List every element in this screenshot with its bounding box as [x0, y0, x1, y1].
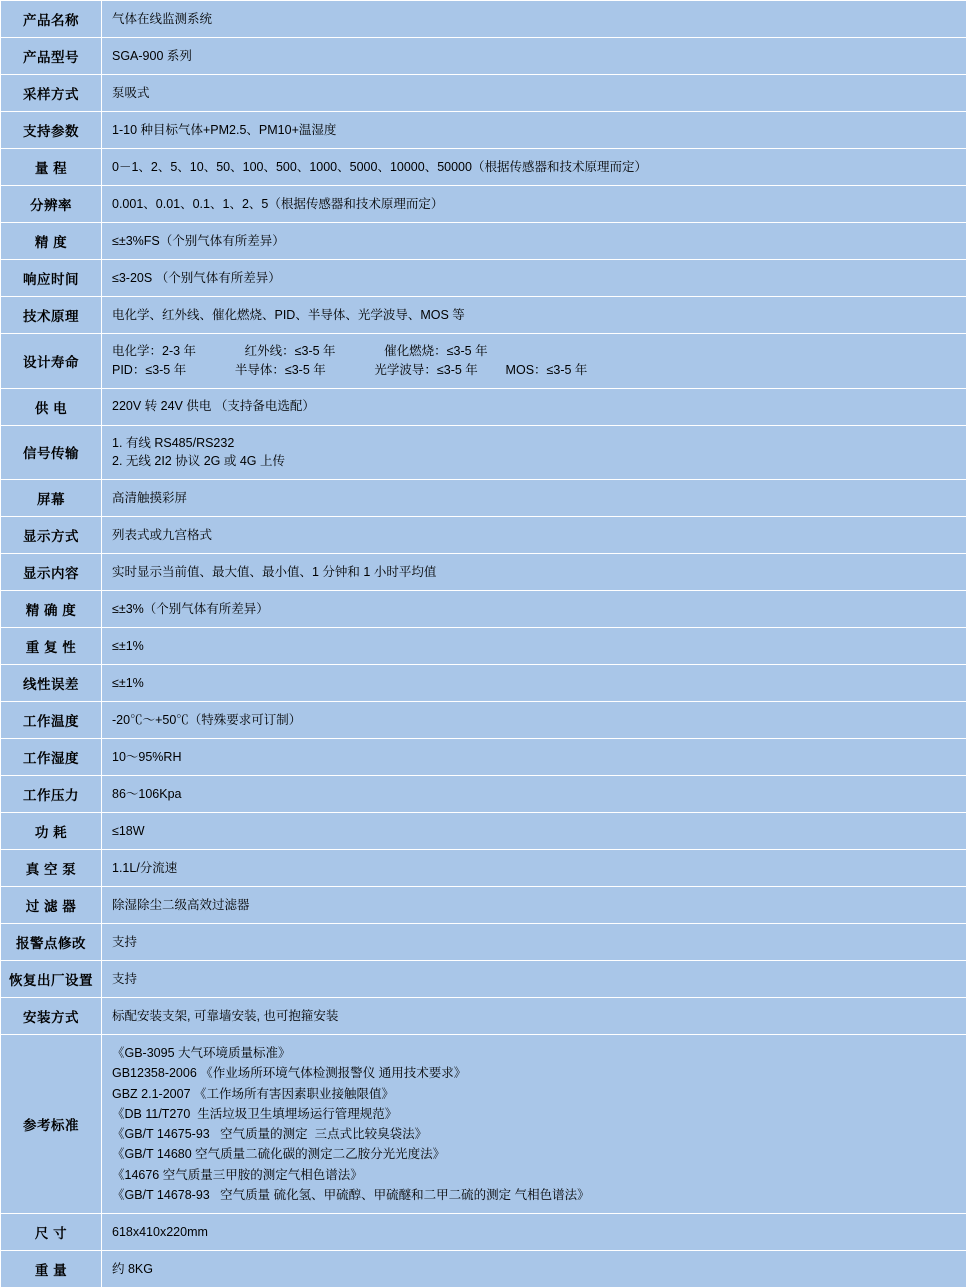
table-row: [1, 75, 967, 112]
spec-label: 信号传输: [1, 425, 102, 480]
spec-label: 工作压力: [1, 776, 102, 813]
table-row: [1, 813, 967, 850]
spec-value: 泵吸式: [102, 75, 967, 112]
spec-value-line: 1. 有线 RS485/RS232: [112, 435, 235, 450]
spec-value: ≤±1%: [102, 628, 967, 665]
spec-value: 气体在线监测系统: [102, 1, 967, 38]
spec-label: 报警点修改: [1, 924, 102, 961]
table-row: [1, 554, 967, 591]
spec-value: ≤±3%FS（个别气体有所差异）: [102, 223, 967, 260]
table-row: [1, 1214, 967, 1251]
spec-value: 618x410x220mm: [102, 1214, 967, 1251]
table-row: [1, 665, 967, 702]
table-row: [1, 776, 967, 813]
spec-label: 功 耗: [1, 813, 102, 850]
spec-label: 技术原理: [1, 297, 102, 334]
spec-value: ≤3-20S （个别气体有所差异）: [102, 260, 967, 297]
spec-value: 支持: [102, 961, 967, 998]
table-row: [1, 186, 967, 223]
table-row: [1, 297, 967, 334]
spec-label: 供 电: [1, 388, 102, 425]
spec-label: 屏幕: [1, 480, 102, 517]
table-row: [1, 149, 967, 186]
table-row: [1, 1035, 967, 1214]
spec-value: 标配安装支架, 可靠墙安装, 也可抱箍安装: [102, 998, 967, 1035]
spec-value-line: GB12358-2006 《作业场所环境气体检测报警仪 通用技术要求》: [112, 1066, 467, 1081]
table-row: [1, 425, 967, 480]
table-row: [1, 388, 967, 425]
spec-value-lines: [112, 342, 956, 380]
spec-value: 约 8KG: [102, 1251, 967, 1288]
spec-value: 1-10 种目标气体+PM2.5、PM10+温湿度: [102, 112, 967, 149]
spec-value-lines: [112, 1043, 956, 1205]
spec-label: 显示方式: [1, 517, 102, 554]
spec-value: 1.1L/分流速: [102, 850, 967, 887]
spec-label: 支持参数: [1, 112, 102, 149]
spec-table-body: [1, 1, 967, 1288]
spec-label: 尺 寸: [1, 1214, 102, 1251]
spec-value: ≤18W: [102, 813, 967, 850]
spec-value: [102, 425, 967, 480]
spec-label: 分辨率: [1, 186, 102, 223]
table-row: [1, 887, 967, 924]
spec-label: 恢复出厂设置: [1, 961, 102, 998]
table-row: [1, 739, 967, 776]
spec-value-line: PID：≤3-5 年 半导体：≤3-5 年 光学波导：≤3-5 年 MOS：≤3-5 年: [112, 362, 588, 377]
spec-label: 产品名称: [1, 1, 102, 38]
table-row: [1, 850, 967, 887]
spec-value-line: 2. 无线 2I2 协议 2G 或 4G 上传: [112, 454, 285, 469]
spec-value-line: 《GB/T 14675-93 空气质量的测定 三点式比较臭袋法》: [112, 1127, 428, 1141]
spec-value: ≤±1%: [102, 665, 967, 702]
table-row: [1, 1251, 967, 1288]
table-row: [1, 112, 967, 149]
table-row: [1, 1, 967, 38]
table-row: [1, 998, 967, 1035]
spec-label: 线性误差: [1, 665, 102, 702]
table-row: [1, 591, 967, 628]
spec-value-lines: [112, 434, 956, 472]
spec-value: 高清触摸彩屏: [102, 480, 967, 517]
spec-label: 采样方式: [1, 75, 102, 112]
spec-value: -20℃～+50℃（特殊要求可订制）: [102, 702, 967, 739]
table-row: [1, 517, 967, 554]
spec-label: 精 度: [1, 223, 102, 260]
spec-label: 显示内容: [1, 554, 102, 591]
table-row: [1, 38, 967, 75]
table-row: [1, 924, 967, 961]
spec-value-line: 《14676 空气质量三甲胺的测定气相色谱法》: [112, 1167, 363, 1182]
spec-value: SGA-900 系列: [102, 38, 967, 75]
spec-label: 工作湿度: [1, 739, 102, 776]
table-row: [1, 702, 967, 739]
spec-value: 除湿除尘二级高效过滤器: [102, 887, 967, 924]
spec-label: 真 空 泵: [1, 850, 102, 887]
spec-value: 0.001、0.01、0.1、1、2、5（根据传感器和技术原理而定）: [102, 186, 967, 223]
spec-label: 参考标准: [1, 1035, 102, 1214]
spec-label: 过 滤 器: [1, 887, 102, 924]
spec-value: 电化学、红外线、催化燃烧、PID、半导体、光学波导、MOS 等: [102, 297, 967, 334]
spec-label: 重 量: [1, 1251, 102, 1288]
table-row: [1, 223, 967, 260]
spec-value-line: GBZ 2.1-2007 《工作场所有害因素职业接触限值》: [112, 1086, 394, 1101]
table-row: [1, 480, 967, 517]
spec-value-line: 《GB/T 14680 空气质量二硫化碳的测定二乙胺分光光度法》: [112, 1147, 446, 1162]
spec-value: 220V 转 24V 供电 （支持备电选配）: [102, 388, 967, 425]
spec-label: 响应时间: [1, 260, 102, 297]
spec-label: 工作温度: [1, 702, 102, 739]
spec-label: 安装方式: [1, 998, 102, 1035]
spec-value-line: 电化学：2-3 年 红外线：≤3-5 年 催化燃烧：≤3-5 年: [112, 344, 488, 358]
spec-value-line: 《GB-3095 大气环境质量标准》: [112, 1046, 291, 1060]
spec-value-line: 《GB/T 14678-93 空气质量 硫化氢、甲硫醇、甲硫醚和二甲二硫的测定 气相色谱法》: [112, 1187, 590, 1202]
spec-value: 实时显示当前值、最大值、最小值、1 分钟和 1 小时平均值: [102, 554, 967, 591]
table-row: [1, 961, 967, 998]
spec-value: [102, 334, 967, 389]
spec-value-line: 《DB 11/T270 生活垃圾卫生填埋场运行管理规范》: [112, 1106, 398, 1121]
table-row: [1, 628, 967, 665]
spec-value: 86～106Kpa: [102, 776, 967, 813]
spec-value: 支持: [102, 924, 967, 961]
spec-value: [102, 1035, 967, 1214]
spec-label: 量 程: [1, 149, 102, 186]
spec-label: 重 复 性: [1, 628, 102, 665]
table-row: [1, 334, 967, 389]
spec-value: 10～95%RH: [102, 739, 967, 776]
spec-value: ≤±3%（个别气体有所差异）: [102, 591, 967, 628]
table-row: [1, 260, 967, 297]
spec-label: 精 确 度: [1, 591, 102, 628]
spec-label: 产品型号: [1, 38, 102, 75]
spec-value: 0－1、2、5、10、50、100、500、1000、5000、10000、50000（根据传感器和技术原理而定）: [102, 149, 967, 186]
spec-value: 列表式或九宫格式: [102, 517, 967, 554]
spec-label: 设计寿命: [1, 334, 102, 389]
